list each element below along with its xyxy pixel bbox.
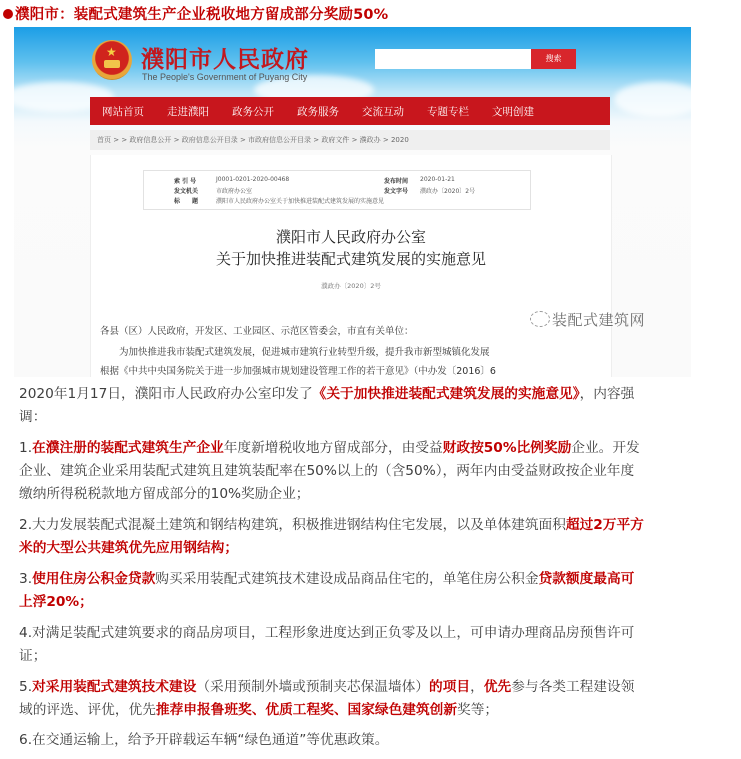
bullet-dot-icon [3,9,13,19]
item-highlight: 在濮注册的装配式建筑生产企业 [32,440,224,456]
watermark-text: 装配式建筑网 [552,311,646,329]
intro-highlight: 《关于加快推进装配式建筑发展的实施意见》 [312,386,580,402]
meta-value: 濮政办〔2020〕2号 [420,188,476,195]
site-title: 濮阳市人民政府 [141,47,309,73]
item-number: 1. [19,440,33,456]
list-item-1 [19,437,719,506]
nav-item-gov-affairs[interactable]: 政务公开 [232,105,274,118]
nav-item-civilization[interactable]: 文明创建 [492,105,534,118]
watermark [530,309,645,330]
nav-item-services[interactable]: 政务服务 [297,105,339,118]
meta-label: 发布时间 [384,178,409,185]
document-title-line1: 濮阳市人民政府办公室 [275,228,426,246]
item-highlight: 米的大型公共建筑优先应用钢结构； [19,540,239,556]
list-item-2 [19,514,719,560]
item-highlight: 超过2万平方 [565,517,644,533]
item-text: ， [470,679,484,695]
document-meta-table [143,170,531,210]
headline-text: 濮阳市：装配式建筑生产企业税收地方留成部分奖励50% [15,7,389,23]
nav-item-topics[interactable]: 专题专栏 [427,105,469,118]
document-body-line: 为加快推进我市装配式建筑发展，促进城市建筑行业转型升级，提升我市新型城镇化发展 [100,347,490,358]
item-text: 域的评选、评优，优先 [19,702,156,718]
meta-label: 发文字号 [384,188,409,195]
embedded-website-screenshot [14,27,691,377]
intro-paragraph [19,383,719,429]
item-highlight: 财政按50%比例奖励 [442,440,572,456]
item-text: 企业。开发 [571,440,640,456]
document-addressee: 各县（区）人民政府，开发区、工业园区、示范区管委会，市直有关单位： [100,326,414,337]
wechat-logo-icon [530,311,550,327]
item-text: 年度新增税收地方留成部分，由受益 [223,440,443,456]
item-text: 购买采用装配式建筑技术建设成品商品住宅的，单笔住房公积金 [155,571,539,587]
breadcrumb: 首页 > > 政府信息公开 > 政府信息公开目录 > 市政府信息公开目录 > 政府文件 > 濮政办 > 2020 [90,130,610,150]
meta-value: 市政府办公室 [216,188,253,195]
item-text: 缴纳所得税税款地方留成部分的10%奖励企业； [19,486,310,502]
list-item-3 [19,568,719,614]
cloud-decoration [614,82,691,117]
intro-text: ，内容强 [579,386,635,402]
site-subtitle: The People's Government of Puyang City [142,72,308,82]
list-item-5 [19,676,719,722]
item-text: 证； [19,648,47,664]
item-text: 奖等； [457,702,499,718]
item-highlight: 贷款额度最高可 [538,571,635,587]
intro-text: 调： [19,409,47,425]
national-emblem-icon: ★ [92,40,132,80]
document-panel [90,155,612,377]
meta-label: 发文机关 [174,188,199,195]
item-highlight: 优先 [483,679,512,695]
item-text: 企业、建筑企业采用装配式建筑且建筑装配率在50%以上的（含50%），两年内由受益财政按企业年度 [19,463,635,479]
meta-label: 索 引 号 [174,178,197,185]
search-button[interactable]: 搜索 [531,49,576,69]
item-highlight: 对采用装配式建筑技术建设 [32,679,197,695]
item-text: 参与各类工程建设领 [511,679,635,695]
item-text: 4.对满足装配式建筑要求的商品房项目，工程形象进度达到正负零及以上，可申请办理商品房预售许可 [19,625,635,641]
search-input[interactable] [375,49,531,69]
list-item-4 [19,622,719,668]
nav-item-interaction[interactable]: 交流互动 [362,105,404,118]
item-highlight: 使用住房公积金贷款 [32,571,156,587]
nav-item-home[interactable]: 网站首页 [102,105,144,118]
article-headline [3,3,388,24]
document-body-line: 根据《中共中央国务院关于进一步加强城市规划建设管理工作的若干意见》（中办发〔2016〕6 [100,366,496,377]
meta-value: 2020-01-21 [420,176,455,183]
item-text: （采用预制外墙或预制夹芯保温墙体） [196,679,430,695]
item-text: 6.在交通运输上，给予开辟载运车辆“绿色通道”等优惠政策。 [19,732,389,748]
nav-item-about[interactable]: 走进濮阳 [167,105,209,118]
item-highlight: 推荐申报鲁班奖、优质工程奖、国家绿色建筑创新 [155,702,458,718]
main-nav [90,97,610,125]
item-number: 5. [19,679,33,695]
item-highlight: 上浮20%； [19,594,93,610]
document-title-line2: 关于加快推进装配式建筑发展的实施意见 [215,250,486,268]
item-number: 3. [19,571,33,587]
intro-text: 2020年1月17日，濮阳市人民政府办公室印发了 [19,386,313,402]
list-item-6 [19,729,719,752]
item-text: 2.大力发展装配式混凝土建筑和钢结构建筑，积极推进钢结构住宅发展，以及单体建筑面积 [19,517,566,533]
meta-label: 标 题 [174,198,199,205]
meta-value: J0001-0201-2020-00468 [216,176,290,183]
item-highlight: 的项目 [429,679,471,695]
meta-value: 濮阳市人民政府办公室关于加快推进装配式建筑发展的实施意见 [216,198,385,205]
document-number: 濮政办〔2020〕2号 [321,282,381,290]
